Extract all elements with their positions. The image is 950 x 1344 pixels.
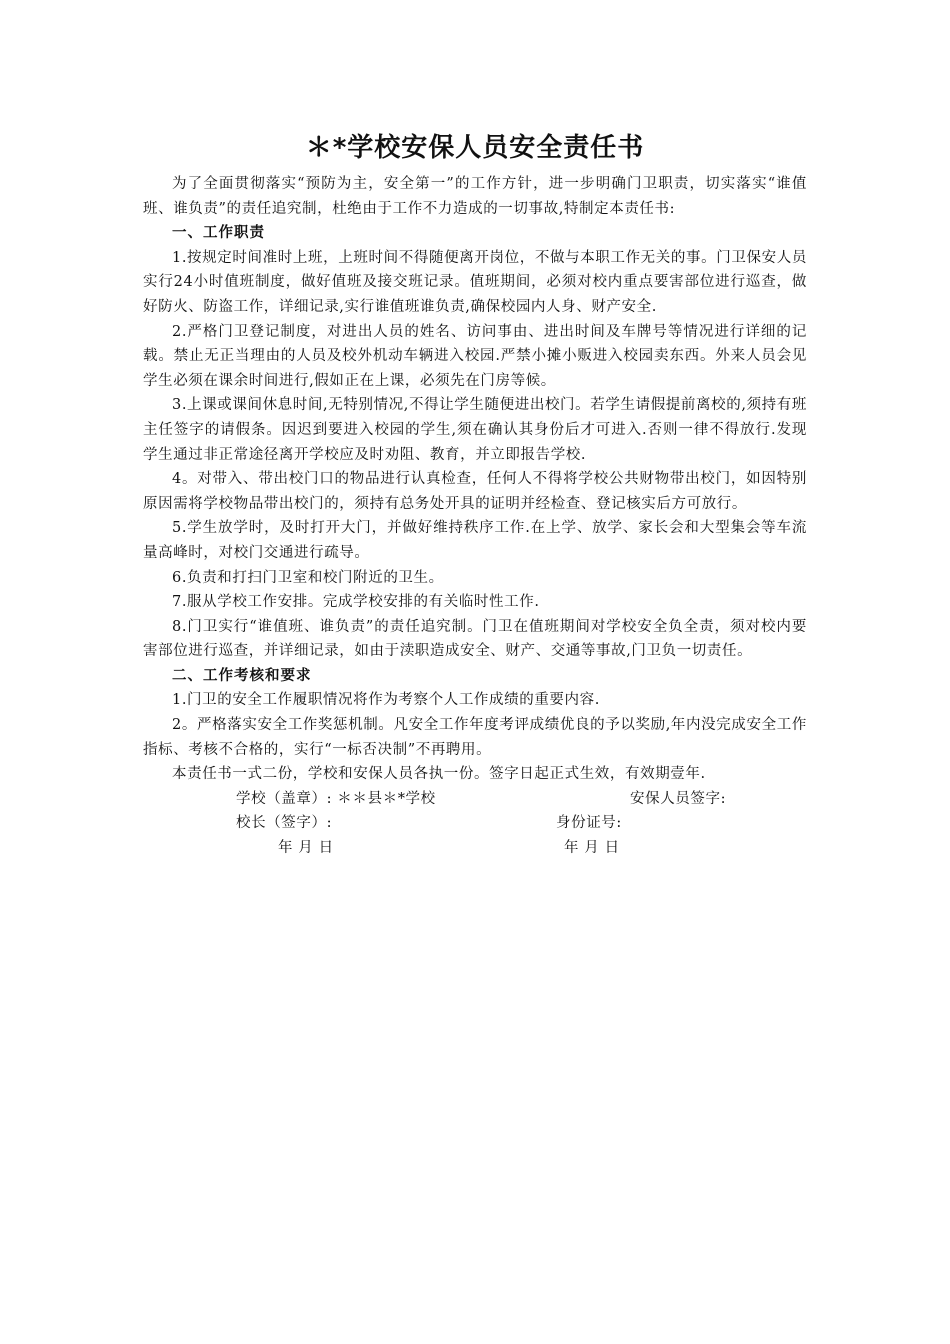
section-2-heading: 二、工作考核和要求 xyxy=(172,667,312,684)
id-number-label: 身份证号: xyxy=(556,815,622,832)
signature-row-2 xyxy=(143,811,807,836)
section-1-item-6: 6.负责和打扫门卫室和校门附近的卫生。 xyxy=(172,569,444,586)
date-left: 年 月 日 xyxy=(278,840,334,857)
section-1-item-5: 5.学生放学时，及时打开大门，并做好维持秩序工作.在上学、放学、家长会和大型集会等车流量高峰时，对校门交通进行疏导。 xyxy=(143,520,807,561)
guard-signature-label: 安保人员签字: xyxy=(630,790,727,807)
document-title: ＊*学校安保人员安全责任书 xyxy=(305,133,645,163)
section-1-item-3: 3.上课或课间休息时间,无特别情况,不得让学生随便进出校门。若学生请假提前离校的,须持有班主任签字的请假条。因迟到要进入校园的学生,须在确认其身份后才可进入.否则一律不得放行.发现学生通过非正常途径离开学校应及时劝阻、教育，并立即报告学校. xyxy=(143,397,807,463)
section-2-item-2: 2。严格落实安全工作奖惩机制。凡安全工作年度考评成绩优良的予以奖励,年内没完成安全工作指标、考核不合格的，实行“一标否决制”不再聘用。 xyxy=(143,717,807,758)
section-2-item-1: 1.门卫的安全工作履职情况将作为考察个人工作成绩的重要内容. xyxy=(172,692,600,709)
intro-paragraph: 为了全面贯彻落实“预防为主，安全第一”的工作方针，进一步明确门卫职责，切实落实“谁值班、谁负责”的责任追究制，杜绝由于工作不力造成的一切事故,特制定本责任书: xyxy=(143,176,807,217)
document-page xyxy=(143,128,807,861)
closing-paragraph: 本责任书一式二份，学校和安保人员各执一份。签字日起正式生效，有效期壹年. xyxy=(172,766,706,783)
school-seal-label: 学校（盖章）: ＊＊县＊*学校 xyxy=(236,790,436,807)
signature-row-1 xyxy=(143,787,807,812)
signature-row-3 xyxy=(143,836,807,861)
section-1-heading: 一、工作职责 xyxy=(172,225,265,242)
section-1-item-7: 7.服从学校工作安排。完成学校安排的有关临时性工作. xyxy=(172,594,540,611)
section-1-item-2: 2.严格门卫登记制度，对进出人员的姓名、访问事由、进出时间及车牌号等情况进行详细的记载。禁止无正当理由的人员及校外机动车辆进入校园.严禁小摊小贩进入校园卖东西。外来人员会见学生必须在课余时间进行,假如正在上课，必须先在门房等候。 xyxy=(143,323,807,389)
section-1-item-4: 4。对带入、带出校门口的物品进行认真检查，任何人不得将学校公共财物带出校门，如因特别原因需将学校物品带出校门的，须持有总务处开具的证明并经检查、登记核实后方可放行。 xyxy=(143,471,807,512)
principal-signature-label: 校长（签字）: xyxy=(236,815,333,832)
section-1-item-8: 8.门卫实行“谁值班、谁负责”的责任追究制。门卫在值班期间对学校安全负全责，须对校内要害部位进行巡查，并详细记录，如由于渎职造成安全、财产、交通等事故,门卫负一切责任。 xyxy=(143,618,807,660)
date-right: 年 月 日 xyxy=(564,840,620,857)
section-1-item-1: 1.按规定时间准时上班，上班时间不得随便离开岗位，不做与本职工作无关的事。门卫保安人员实行24小时值班制度，做好值班及接交班记录。值班期间，必须对校内重点要害部位进行巡查，做好防火、防盗工作，详细记录,实行谁值班谁负责,确保校园内人身、财产安全. xyxy=(143,249,807,315)
